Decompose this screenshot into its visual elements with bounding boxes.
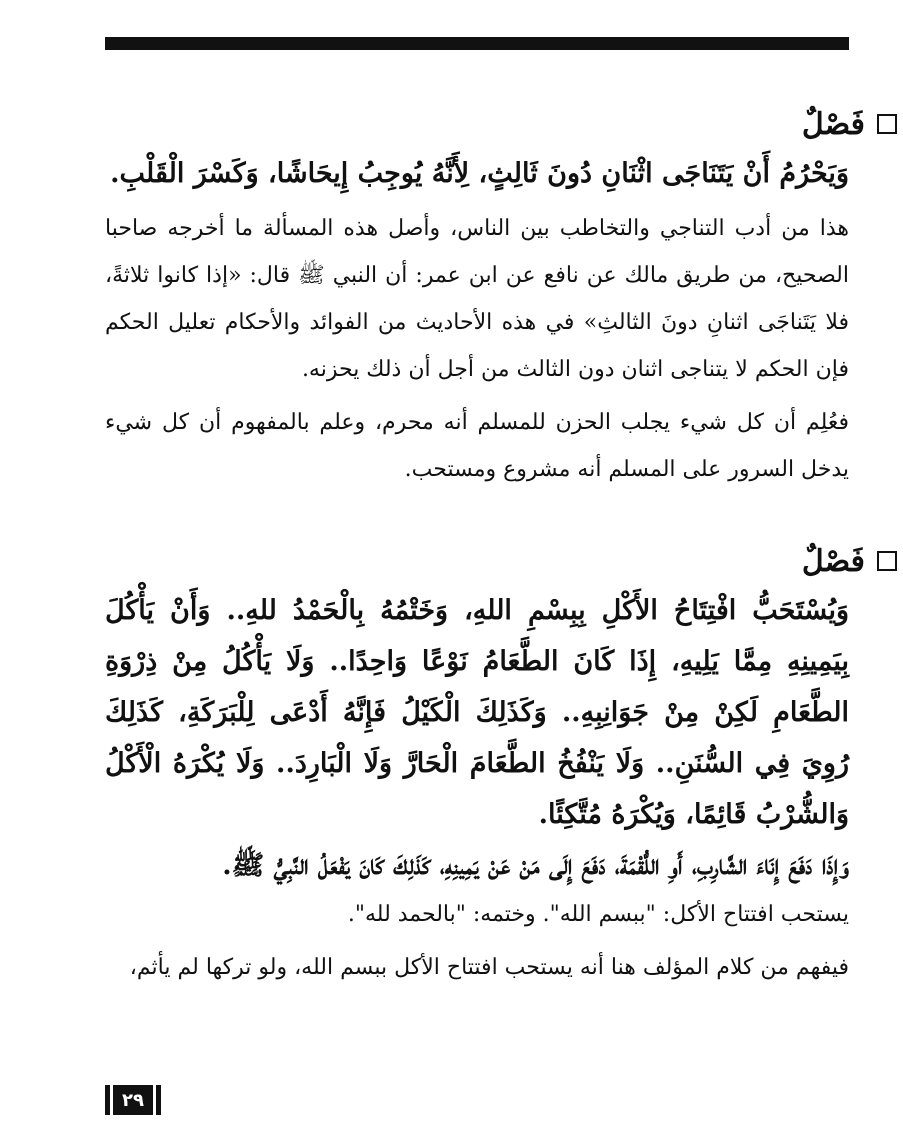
section-heading-label: فَصْلٌ (801, 106, 865, 142)
matn-text: وَيُسْتَحَبُّ افْتِتَاحُ الأَكْلِ بِبِسْمِ اللهِ، وَخَتْمُهُ بِالْحَمْدُ للهِ.. وَأَنْ يَأْكُلَ بِيَمِينِهِ مِمَّا يَلِيهِ، إِذَا كَانَ الطَّعَامُ نَوْعًا وَاحِدًا.. وَلَا يَأْكُلُ مِنْ ذِرْوَةِ الطَّعَامِ لَكِنْ مِنْ جَوَانِبِهِ.. وَكَذَلِكَ الْكَيْلُ فَإِنَّهُ أَدْعَى لِلْبَرَكَةِ، كَذَلِكَ رُوِيَ فِي السُّنَنِ.. وَلَا يَنْفُخُ الطَّعَامَ الْحَارَّ وَلَا الْبَارِدَ.. وَلَا يُكْرَهُ الْأَكْلُ وَالشُّرْبُ قَائِمًا، وَيُكْرَهُ مُتَّكِئًا. (105, 595, 849, 830)
top-rule (105, 37, 849, 50)
page-number-label: ٢٩ (113, 1085, 154, 1115)
square-bullet-icon (877, 114, 897, 134)
commentary-paragraph: فيفهم من كلام المؤلف هنا أنه يستحب افتتاح الأكل ببسم الله، ولو تركها لم يأثم، (129, 955, 849, 980)
section-heading-label: فَصْلٌ (801, 543, 865, 579)
commentary-paragraph: يستحب افتتاح الأكل: "ببسم الله". وختمه: "بالحمد لله". (347, 902, 849, 927)
page-number-bar (105, 1085, 110, 1115)
commentary-paragraph: هذا من أدب التناجي والتخاطب بين الناس، وأصل هذه المسألة ما أخرجه صاحبا الصحيح، من طريق مالك عن نافع عن ابن عمر: أن النبي ﷺ قال: «إذا كانوا ثلاثةً، فلا يَتَناجَى اثنانِ دونَ الثالثِ» في هذه الأحاديث من الفوائد والأحكام تعليل الحكم فإن الحكم لا يتناجى اثنان دون الثالث من أجل أن ذلك يحزنه. (105, 216, 849, 382)
section-heading (105, 100, 897, 148)
section-heading (105, 537, 897, 585)
page-number (105, 1085, 161, 1115)
page-body (105, 100, 865, 991)
commentary-paragraph: فعُلِم أن كل شيء يجلب الحزن للمسلم أنه محرم، وعلم بالمفهوم أن كل شيء يدخل السرور على المسلم أنه مشروع ومستحب. (105, 410, 849, 482)
matn-text: وَإِذَا دَفَعَ إِنَاءَ الشَّارِبِ، أَوِ اللُّقْمَةَ، دَفَعَ إِلَى مَنْ عَنْ يَمِينِهِ، كَذَلِكَ كَانَ يَفْعَلُ النَّبِيُّ ﷺ. (222, 850, 849, 881)
matn-text: وَيَحْرُمُ أَنْ يَتَنَاجَى اثْنَانِ دُونَ ثَالِثٍ، لِأَنَّهُ يُوجِبُ إِيحَاشًا، وَكَسْرَ الْقَلْبِ. (110, 158, 849, 189)
square-bullet-icon (877, 551, 897, 571)
page-number-bar (156, 1085, 161, 1115)
